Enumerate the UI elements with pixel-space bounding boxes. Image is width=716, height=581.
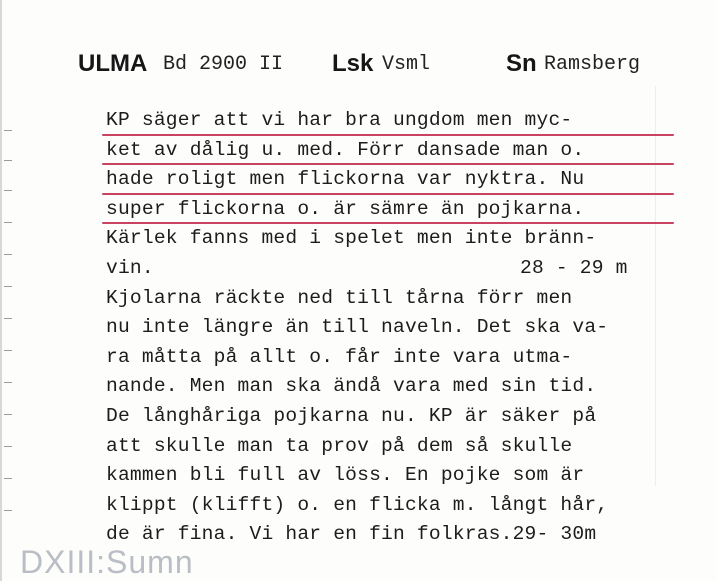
text-line-with-note bbox=[106, 254, 696, 284]
margin-tick bbox=[4, 130, 12, 131]
margin-tick bbox=[4, 318, 12, 319]
text-line: de är fina. Vi har en fin folkras.29- 30m bbox=[106, 523, 597, 546]
margin-tick bbox=[4, 382, 12, 383]
margin-tick bbox=[4, 222, 12, 223]
text-line-underlined: super flickorna o. är sämre än pojkarna. bbox=[106, 195, 696, 225]
text-line: ra måtta på allt o. får inte vara utma- bbox=[106, 345, 573, 368]
landskap-value: Vsml bbox=[382, 53, 431, 76]
text-line: Kjolarna räckte ned till tårna förr men bbox=[106, 286, 573, 309]
margin-tick bbox=[4, 510, 12, 511]
margin-tick bbox=[4, 254, 12, 255]
text-line-underlined: hade roligt men flickorna var nyktra. Nu bbox=[106, 165, 696, 195]
margin-ticks bbox=[2, 0, 12, 581]
volume-reference: Bd 2900 II bbox=[163, 53, 284, 76]
margin-tick bbox=[4, 350, 12, 351]
text-line: nande. Men man ska ändå vara med sin tid. bbox=[106, 375, 597, 398]
text-line: kammen bli full av löss. En pojke som är bbox=[106, 464, 585, 487]
text-line: Kärlek fanns med i spelet men inte bränn- bbox=[106, 227, 597, 250]
text-line-underlined: ket av dålig u. med. Förr dansade man o. bbox=[106, 136, 696, 166]
archive-code: ULMA bbox=[78, 50, 148, 77]
margin-tick bbox=[4, 414, 12, 415]
classification-stamp: DXIII:Sumn bbox=[20, 544, 194, 580]
socken-value: Ramsberg bbox=[544, 53, 641, 76]
text-line: De långhåriga pojkarna nu. KP är säker på bbox=[106, 404, 597, 427]
margin-tick bbox=[4, 160, 12, 161]
margin-tick bbox=[4, 446, 12, 447]
margin-tick bbox=[4, 478, 12, 479]
margin-tick bbox=[4, 286, 12, 287]
socken-label: Sn bbox=[506, 50, 537, 77]
text-line-content: vin. bbox=[106, 256, 154, 279]
text-line: att skulle man ta prov på dem så skulle bbox=[106, 434, 573, 457]
card-header bbox=[78, 50, 678, 82]
landskap-label: Lsk bbox=[332, 50, 374, 77]
margin-tick bbox=[4, 190, 12, 191]
age-note: 28 - 29 m bbox=[520, 256, 628, 279]
text-line: nu inte längre än till naveln. Det ska va- bbox=[106, 316, 609, 339]
text-line-underlined: KP säger att vi har bra ungdom men myc- bbox=[106, 106, 696, 136]
text-line: klippt (klifft) o. en flicka m. långt hår, bbox=[106, 493, 609, 516]
transcript-text bbox=[106, 106, 696, 550]
